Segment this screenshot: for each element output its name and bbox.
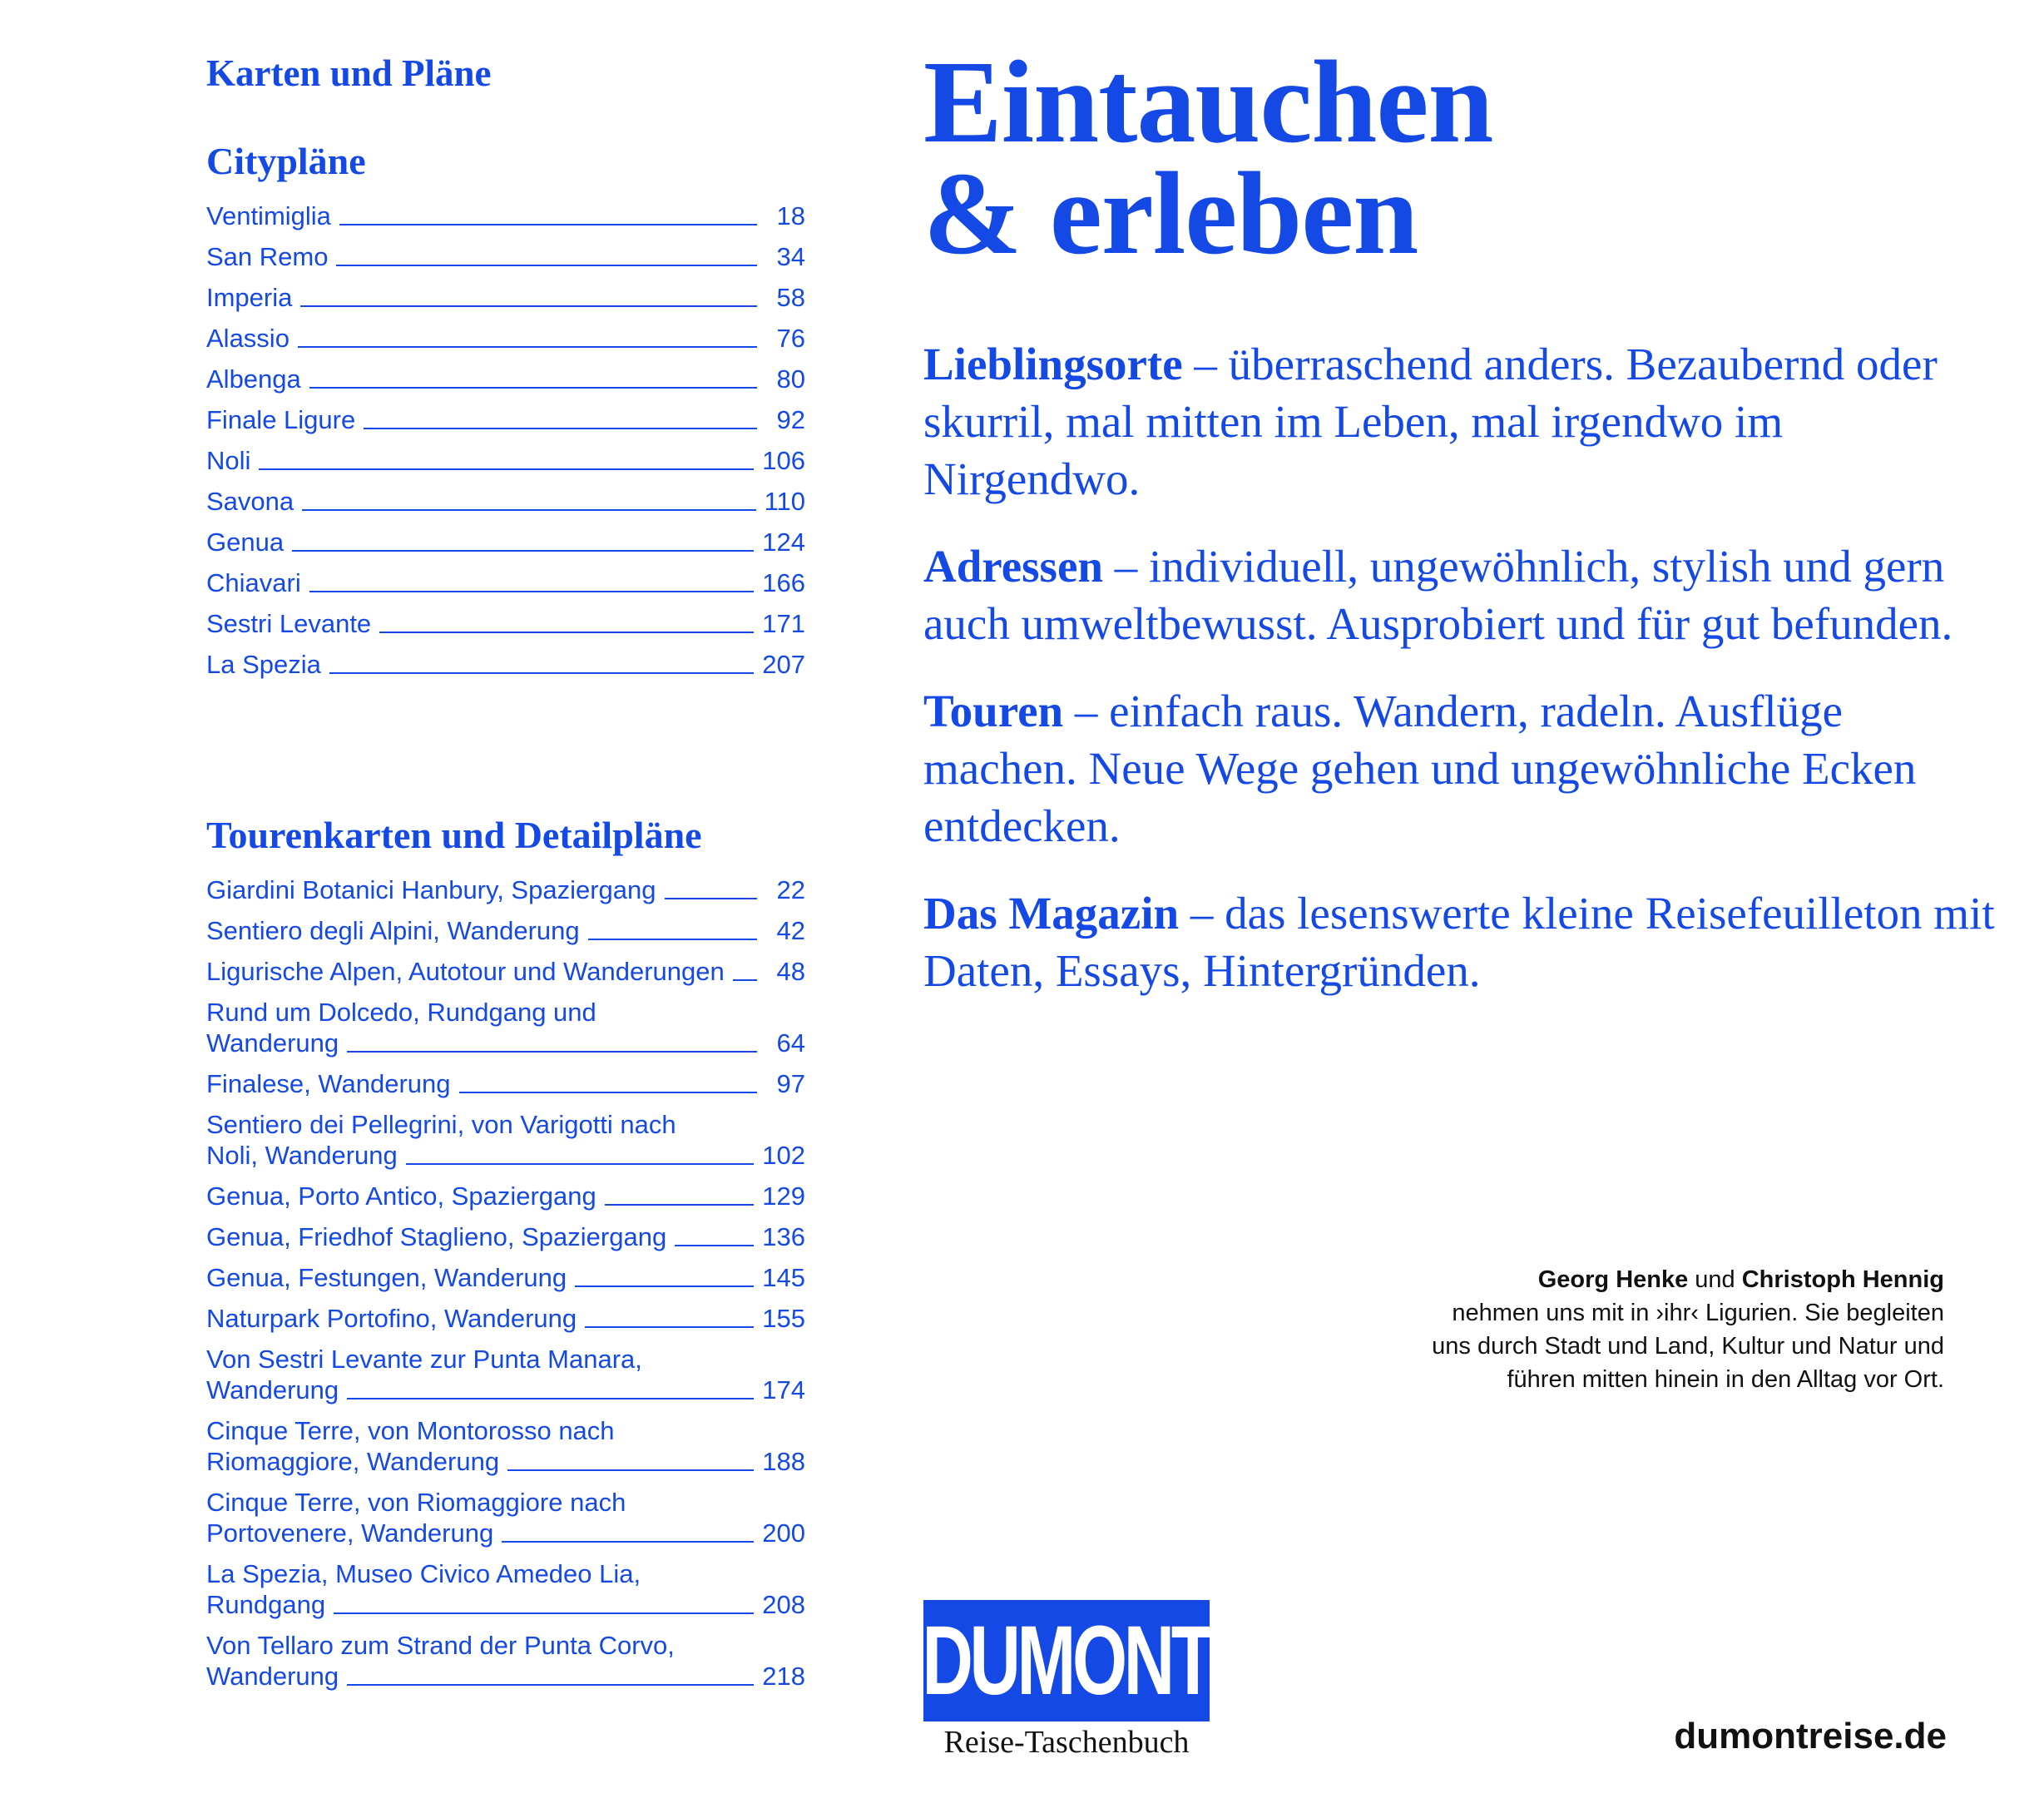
toc-leader-line: [502, 1541, 754, 1543]
toc-entry: [206, 445, 805, 486]
toc-entry-page: 155: [762, 1304, 805, 1333]
logo-brand: DUMONT: [922, 1606, 1211, 1716]
toc-entry-page: 42: [776, 916, 805, 945]
toc-leader-line: [309, 387, 757, 389]
toc-entry-page: 174: [762, 1375, 805, 1404]
toc-leader-line: [339, 224, 757, 225]
feature-paragraph: [923, 682, 2005, 855]
toc-leader-line: [575, 1285, 754, 1287]
toc-entry-page: 97: [776, 1069, 805, 1098]
toc-entry-label: Wanderung: [206, 1028, 339, 1058]
toc-entry-page: 136: [762, 1222, 805, 1251]
headline: [923, 36, 2005, 279]
toc-entry: [206, 649, 805, 690]
toc-entry: [206, 201, 805, 241]
feature-keyword: Adressen: [923, 541, 1103, 592]
toc-entry-first-line: Cinque Terre, von Riomaggiore nach: [206, 1488, 626, 1517]
toc-leader-line: [459, 1092, 757, 1093]
toc-entry-page: 102: [762, 1141, 805, 1170]
toc-entry-page: 110: [764, 487, 805, 516]
toc-entry: [206, 915, 805, 956]
toc-entry-page: 64: [776, 1028, 805, 1058]
toc-entry-label: San Remo: [206, 242, 329, 271]
toc-entry-page: 188: [762, 1447, 805, 1476]
toc-entry: [206, 1630, 805, 1702]
author-2: Christoph Hennig: [1741, 1266, 1944, 1293]
toc-entry-label: Rundgang: [206, 1590, 326, 1619]
toc-leader-line: [347, 1051, 757, 1053]
toc-entry: [206, 282, 805, 323]
toc-leader-line: [585, 1326, 754, 1328]
toc-leader-line: [675, 1245, 754, 1246]
toc-entry-label: Savona: [206, 487, 294, 516]
author-blurb: nehmen uns mit in ›ihr‹ Ligurien. Sie begleiten uns durch Stadt und Land, Kultur und Natur und führen mitten hinein in den Alltag vor Ort.: [1432, 1300, 1944, 1393]
toc-entry-label: Genua, Friedhof Staglieno, Spaziergang: [206, 1222, 667, 1251]
intro-column: [923, 36, 2005, 1029]
toc-entry: [206, 1303, 805, 1344]
toc-entry-page: 106: [762, 446, 805, 475]
toc-entry: [206, 486, 805, 527]
toc-leader-line: [334, 1612, 754, 1614]
dumont-logo: [923, 1600, 1210, 1721]
toc-entry-label: Ventimiglia: [206, 201, 331, 230]
toc-entry-first-line: Rund um Dolcedo, Rundgang und: [206, 998, 596, 1027]
toc-entry-page: 48: [776, 957, 805, 986]
toc-leader-line: [588, 939, 757, 940]
toc-entry: [206, 364, 805, 404]
features-list: [923, 335, 2005, 999]
toc-entry-page: 166: [762, 568, 805, 597]
toc-entry-label: La Spezia: [206, 650, 321, 679]
tour-maps-list: [206, 874, 805, 1702]
toc-entry-label: Genua, Porto Antico, Spaziergang: [206, 1181, 596, 1211]
toc-entry: [206, 567, 805, 608]
toc-entry-label: Sentiero degli Alpini, Wanderung: [206, 916, 580, 945]
toc-entry-first-line: La Spezia, Museo Civico Amedeo Lia,: [206, 1559, 641, 1588]
feature-text: – einfach raus. Wandern, radeln. Ausflüge machen. Neue Wege gehen und ungewöhnliche Ecken entdecken.: [923, 686, 1917, 851]
toc-entry-first-line: Von Sestri Levante zur Punta Manara,: [206, 1345, 642, 1374]
toc-entry: [206, 997, 805, 1068]
feature-text: – überraschend anders. Bezaubernd oder skurril, mal mitten im Leben, mal irgendwo im Nirgendwo.: [923, 339, 1938, 504]
website-url: dumontreise.de: [1674, 1716, 1947, 1756]
toc-entry-page: 200: [762, 1518, 805, 1548]
feature-keyword: Touren: [923, 686, 1064, 736]
feature-keyword: Das Magazin: [923, 888, 1180, 939]
toc-leader-line: [665, 898, 757, 899]
toc-entry-page: 18: [776, 201, 805, 230]
toc-entry-label: Imperia: [206, 283, 293, 312]
toc-leader-line: [507, 1469, 754, 1471]
toc-leader-line: [364, 428, 757, 429]
toc-leader-line: [259, 468, 754, 470]
feature-paragraph: [923, 335, 2005, 508]
toc-entry: [206, 527, 805, 567]
toc-entry-label: Genua: [206, 528, 285, 557]
toc-entry-page: 92: [776, 405, 805, 434]
toc-leader-line: [336, 265, 757, 266]
city-maps-list: [206, 201, 805, 690]
feature-paragraph: [923, 884, 2005, 999]
toc-entry-label: Naturpark Portofino, Wanderung: [206, 1304, 577, 1333]
toc-entry: [206, 1068, 805, 1109]
toc-leader-line: [733, 979, 757, 981]
headline-line-1: Eintauchen: [923, 36, 1493, 167]
tour-maps-heading: Tourenkarten und Detailpläne: [206, 814, 702, 856]
toc-entry-label: Finale Ligure: [206, 405, 356, 434]
toc-entry-page: 22: [776, 875, 805, 904]
toc-entry-page: 76: [776, 324, 805, 353]
toc-leader-line: [292, 550, 754, 552]
toc-entry: [206, 404, 805, 445]
toc-entry-page: 207: [762, 650, 805, 679]
feature-paragraph: [923, 537, 2005, 652]
author-1: Georg Henke: [1537, 1266, 1689, 1293]
toc-entry: [206, 956, 805, 997]
toc-leader-line: [329, 672, 754, 674]
toc-entry-page: 34: [776, 242, 805, 271]
maps-heading: Karten und Pläne: [206, 52, 492, 94]
toc-entry-page: 129: [762, 1181, 805, 1211]
toc-entry-first-line: Sentiero dei Pellegrini, von Varigotti nach: [206, 1110, 676, 1139]
toc-leader-line: [300, 305, 757, 307]
toc-entry-label: Chiavari: [206, 568, 301, 597]
toc-entry-label: Sestri Levante: [206, 609, 372, 638]
toc-entry: [206, 1344, 805, 1415]
toc-leader-line: [298, 346, 757, 348]
headline-line-2: & erleben: [923, 147, 1418, 279]
toc-entry-label: Portovenere, Wanderung: [206, 1518, 494, 1548]
toc-entry-first-line: Von Tellaro zum Strand der Punta Corvo,: [206, 1631, 675, 1660]
toc-entry: [206, 1262, 805, 1303]
toc-leader-line: [309, 591, 755, 592]
feature-text: – das lesenswerte kleine Reisefeuilleton mit Daten, Essays, Hintergründen.: [923, 888, 1995, 996]
toc-entry-page: 58: [776, 283, 805, 312]
toc-leader-line: [302, 509, 755, 511]
toc-entry: [206, 1181, 805, 1221]
toc-entry-page: 124: [762, 528, 805, 557]
toc-leader-line: [347, 1398, 754, 1399]
toc-entry: [206, 1558, 805, 1630]
toc-entry-label: Genua, Festungen, Wanderung: [206, 1263, 567, 1292]
toc-entry: [206, 241, 805, 282]
toc-entry-label: Wanderung: [206, 1375, 339, 1404]
author-note: [1428, 1263, 1944, 1396]
toc-entry-label: Albenga: [206, 364, 301, 394]
feature-keyword: Lieblingsorte: [923, 339, 1183, 389]
toc-entry-label: Riomaggiore, Wanderung: [206, 1447, 500, 1476]
toc-entry: [206, 323, 805, 364]
city-maps-heading: Citypläne: [206, 140, 366, 182]
toc-entry-label: Ligurische Alpen, Autotour und Wanderungen: [206, 957, 725, 986]
maps-index: [206, 46, 805, 1702]
toc-entry-label: Noli: [206, 446, 251, 475]
toc-entry-page: 218: [762, 1662, 805, 1691]
toc-entry-label: Alassio: [206, 324, 290, 353]
toc-entry: [206, 874, 805, 915]
toc-entry-label: Wanderung: [206, 1662, 339, 1691]
toc-leader-line: [347, 1684, 754, 1686]
toc-leader-line: [406, 1163, 755, 1165]
toc-entry: [206, 1221, 805, 1262]
toc-entry-label: Noli, Wanderung: [206, 1141, 398, 1170]
toc-entry-label: Finalese, Wanderung: [206, 1069, 451, 1098]
toc-entry-page: 171: [762, 609, 805, 638]
toc-leader-line: [379, 632, 754, 633]
toc-entry-label: Giardini Botanici Hanbury, Spaziergang: [206, 875, 656, 904]
toc-entry: [206, 1415, 805, 1487]
feature-text: – individuell, ungewöhnlich, stylish und gern auch umweltbewusst. Ausprobiert und für gut befunden.: [923, 541, 1953, 649]
toc-entry-page: 80: [776, 364, 805, 394]
toc-entry: [206, 1109, 805, 1181]
toc-entry-page: 208: [762, 1590, 805, 1619]
toc-entry: [206, 1487, 805, 1558]
toc-entry-page: 145: [762, 1263, 805, 1292]
toc-entry-first-line: Cinque Terre, von Montorosso nach: [206, 1416, 615, 1445]
toc-leader-line: [605, 1204, 755, 1206]
logo-subtitle: Reise-Taschenbuch: [943, 1725, 1190, 1760]
toc-entry: [206, 608, 805, 649]
author-connector: und: [1688, 1266, 1742, 1293]
